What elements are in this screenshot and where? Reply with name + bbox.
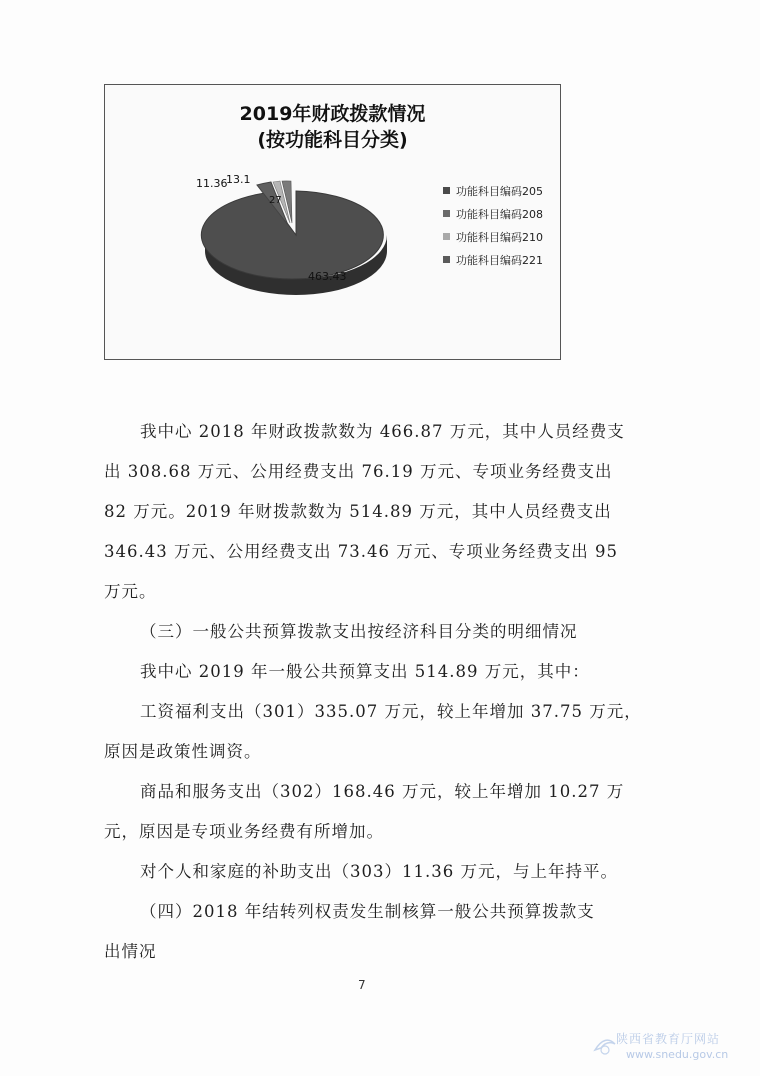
legend-swatch <box>443 256 450 263</box>
chart-subtitle: (按功能科目分类) <box>257 129 408 151</box>
watermark-url: www.snedu.gov.cn <box>626 1048 729 1061</box>
data-label-205: 463.43 <box>308 270 347 283</box>
legend-label: 功能科目编码205 <box>456 184 543 198</box>
legend-swatch <box>443 210 450 217</box>
paragraph-budget-total: 我中心 2019 年一般公共预算支出 514.89 万元，其中： <box>140 662 590 681</box>
legend-item <box>443 225 543 248</box>
site-watermark <box>592 1028 752 1068</box>
chart-title: 2019年财政拨款情况 <box>239 103 426 125</box>
section-heading-3: （三）一般公共预算拨款支出按经济科目分类的明细情况 <box>140 622 578 641</box>
paragraph-funding-overview <box>104 412 644 612</box>
data-label-208: 11.36 <box>196 177 228 190</box>
legend-swatch <box>443 233 450 240</box>
paragraph-household-subsidy: 对个人和家庭的补助支出（303）11.36 万元，与上年持平。 <box>140 862 618 881</box>
watermark-logo-icon <box>592 1032 618 1058</box>
legend-item <box>443 202 543 225</box>
chart-legend <box>443 179 543 271</box>
paragraph-goods-services: 商品和服务支出（302）168.46 万元，较上年增加 10.27 万 元，原因是专项业务经费有所增加。 <box>104 782 625 841</box>
data-label-210: 13.1 <box>226 173 251 186</box>
text-line: 出 308.68 万元、公用经费支出 76.19 万元、专项业务经费支出 <box>104 462 613 481</box>
text-line: 82 万元。2019 年财拨款数为 514.89 万元，其中人员经费支出 <box>104 502 612 521</box>
legend-swatch <box>443 187 450 194</box>
pie-chart-frame <box>104 84 561 360</box>
legend-label: 功能科目编码208 <box>456 207 543 221</box>
paragraph-salary-welfare: 工资福利支出（301）335.07 万元，较上年增加 37.75 万元， 原因是政策性调资。 <box>104 702 642 761</box>
legend-label: 功能科目编码210 <box>456 230 543 244</box>
legend-item <box>443 179 543 202</box>
pie-slice-205 <box>201 191 383 279</box>
text-line: 我中心 2018 年财政拨款数为 466.87 万元，其中人员经费支 <box>140 422 625 441</box>
legend-item <box>443 248 543 271</box>
legend-label: 功能科目编码221 <box>456 253 543 267</box>
data-label-221: 27 <box>269 195 282 206</box>
section-heading-4: （四）2018 年结转列权责发生制核算一般公共预算拨款支 出情况 <box>104 902 595 961</box>
watermark-site-name: 陕西省教育厅网站 <box>616 1032 721 1046</box>
page-number: 7 <box>358 978 366 992</box>
text-line: 万元。 <box>104 582 157 601</box>
text-line: 346.43 万元、公用经费支出 73.46 万元、专项业务经费支出 95 <box>104 542 618 561</box>
